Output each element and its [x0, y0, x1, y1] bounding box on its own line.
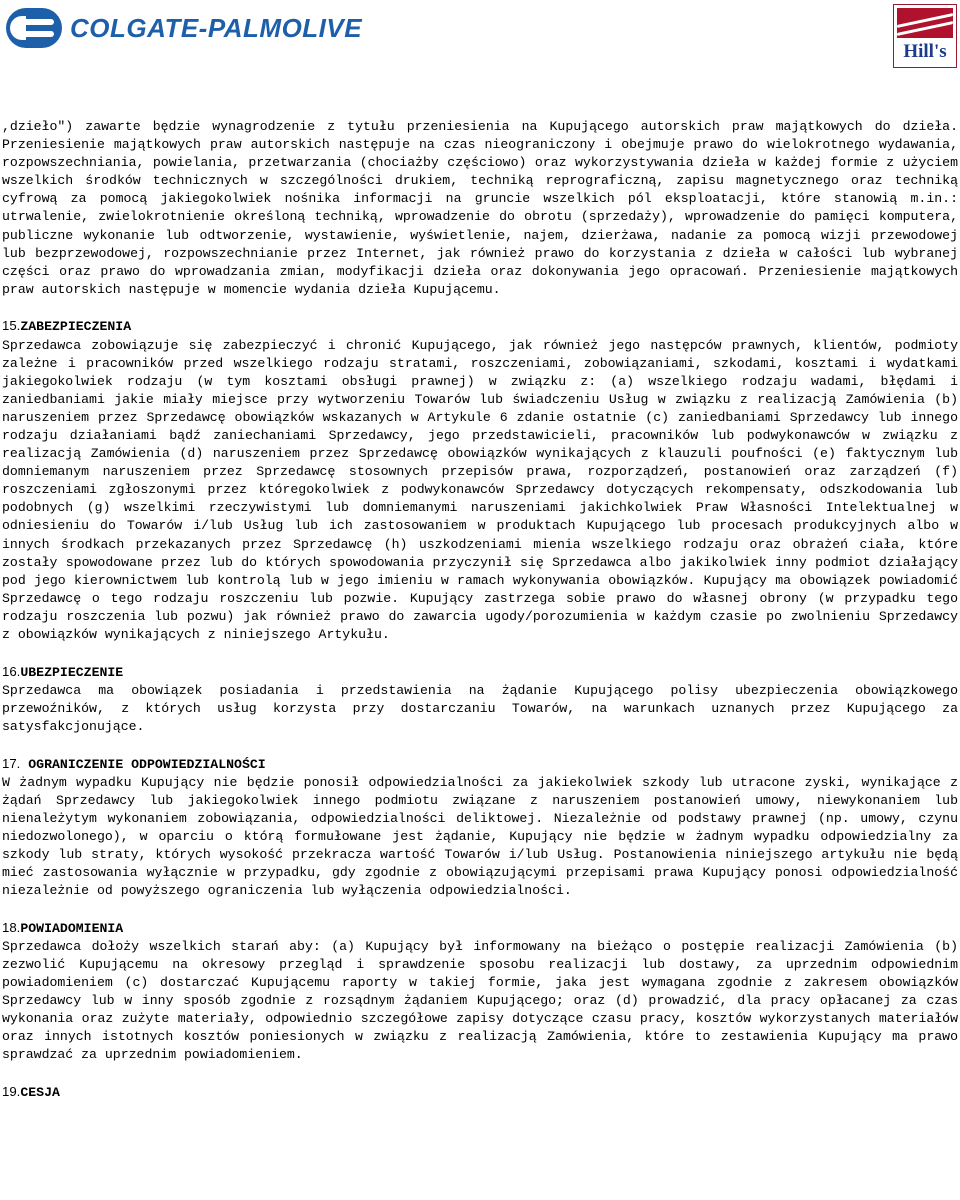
- colgate-palmolive-logo-text: COLGATE-PALMOLIVE: [70, 12, 363, 43]
- section-heading-15: [2, 317, 958, 336]
- section-number: 17.: [2, 755, 21, 771]
- section-paragraph: Sprzedawca ma obowiązek posiadania i przedstawienia na żądanie Kupującego polisy ubezpieczenia obowiązkowego przewoźników, z których usług korzysta przy dostarczaniu Towarów, na warunkach uznanych przez Kupującego za satysfakcjonujące.: [2, 682, 958, 734]
- section-title: UBEZPIECZENIE: [20, 664, 124, 680]
- section-title: OGRANICZENIE ODPOWIEDZIALNOŚCI: [28, 756, 266, 772]
- colgate-palmolive-mark-icon: [6, 8, 62, 48]
- section-title: POWIADOMIENIA: [20, 920, 124, 936]
- section-number: 19.: [2, 1084, 21, 1099]
- colgate-palmolive-logo: [6, 8, 362, 48]
- page-header: [0, 0, 960, 90]
- section-number: 15.: [2, 318, 21, 334]
- section-paragraph: Sprzedawca zobowiązuje się zabezpieczyć i chronić Kupującego, jak również jego następców prawnych, klientów, podmioty zależne i pracowników przed wszelkiego rodzaju stratami, roszczeniami, zobowiązaniami, szkodami, kosztami i wydatkami jakiegokolwiek rodzaju (w tym kosztami obsługi prawnej) w związku z: (a) wszelkiego rodzaju wadami, błędami i zaniedbaniami jakie miały miejsce przy wytworzeniu Towarów lub świadczeniu Usług w związku z realizacją Zamówienia (b) naruszeniem przez Sprzedawcę obowiązków wskazanych w Artykule 6 zdanie ostatnie (c) zaniedbaniami Sprzedawcy lub innego rodzaju działaniami bądź zaniechaniami Sprzedawcy, jego przedstawicieli, pracowników lub podwykonawców w związku z realizacją Zamówienia (d) naruszeniem przez Sprzedawcę obowiązków wynikających z klauzuli poufności (e) faktycznym lub domniemanym naruszeniem przez Sprzedawcę stosownych przepisów prawa, rozporządzeń, postanowień oraz zarządzeń (f) roszczeniami zgłoszonymi przez któregokolwiek z podwykonawców Sprzedawcy dotyczących rekompensaty, odszkodowania lub podobnych (g) wszelkimi rzeczywistymi lub domniemanymi naruszeniami jakichkolwiek Praw Własności Intelektualnej w odniesieniu do Towarów i/lub Usług lub ich zastosowaniem w produktach Kupującego lub procesach produkcyjnych albo w innych środkach przekazanych przez Sprzedawcę (h) uszkodzeniami mienia wszelkiego rodzaju oraz obrażeń ciała, które zostały spowodowane przez lub do których spowodowania przyczynił się Sprzedawca albo jakikolwiek inny podmiot działający pod jego kierownictwem lub kontrolą lub w jego imieniu w ramach wykonywania obowiązków. Kupujący ma obowiązek powiadomić Sprzedawcę o tego rodzaju roszczeniu lub pozwie. Kupujący zastrzega sobie prawo do własnej obrony (w przypadku tego rodzaju roszczenia lub pozwu) jak również prawo do zawarcia ugody/porozumienia w każdym czasie po zwolnieniu Sprzedawcy z obowiązków wynikających z niniejszego Artykułu.: [2, 337, 958, 643]
- section-paragraph: Sprzedawca dołoży wszelkich starań aby: (a) Kupujący był informowany na bieżąco o postępie realizacji Zamówienia (b) zezwolić Kupującemu na okresowy przegląd i sprawdzenie sposobu realizacji lub dostawy, za uprzednim odpowiednim powiadomieniem (c) dostarczać Kupującemu raporty w takiej formie, jaka jest wymagana zgodnie z zakresem obowiązków Sprzedawcy lub w inny sposób zgodnie z rozsądnym żądaniem Kupującego; oraz (d) prowadzić, dla pracy opłacanej za czas wykonania oraz zużyte materiały, odpowiednio szczegółowe zapisy dotyczące czasu pracy, kosztów wykorzystanych materiałów oraz innych istotnych kosztów poniesionych w związku z realizacją Zamówienia, które to zestawienia Kupujący ma prawo sprawdzać za uprzednim powiadomieniem.: [2, 938, 958, 1063]
- section-number: 18.: [2, 919, 21, 935]
- section-heading-18: [2, 919, 958, 938]
- section-heading-19: [2, 1083, 958, 1102]
- section-heading-17: [2, 755, 958, 774]
- hills-logo-text: Hill's: [903, 41, 947, 62]
- section-title: ZABEZPIECZENIA: [20, 319, 132, 335]
- section-heading-16: [2, 663, 958, 682]
- intro-paragraph: ,dzieło") zawarte będzie wynagrodzenie z tytułu przeniesienia na Kupującego autorskich praw majątkowych do dzieła. Przeniesienie majątkowych praw autorskich następuje na czas nieograniczony i obejmuje prawo do wielokrotnego wydawania, rozpowszechniania, powielania, przetwarzania (chociażby częściowo) oraz wykorzystywania dzieła w każdej formie z użyciem wszelkich środków technicznych w szczególności drukiem, techniką reprograficzną, zapisu magnetycznego oraz techniką cyfrową za pomocą jakiegokolwiek nośnika informacji na gruncie wszelkich pól eksploatacji, które stanowią m.in.: utrwalenie, zwielokrotnienie określoną techniką, wprowadzenie do obrotu (sprzedaży), wprowadzenie do pamięci komputera, publiczne wykonanie lub odtworzenie, wystawienie, wyświetlenie, najem, dzierżawa, nadanie za pomocą wizji przewodowej lub bezprzewodowej, rozpowszechnianie przez Internet, jak również prawo do korzystania z dzieła w całości lub wybranej części oraz prawo do wprowadzania zmian, modyfikacji dzieła oraz dokonywania jego opracowań. Przeniesienie majątkowych praw autorskich następuje w momencie wydania dzieła Kupującemu.: [2, 119, 958, 297]
- section-paragraph: W żadnym wypadku Kupujący nie będzie ponosił odpowiedzialności za jakiekolwiek szkody lub utracone zyski, wynikające z żądań Sprzedawcy lub jakiegokolwiek innego podmiotu związane z naruszeniem postanowień umowy, niewykonaniem lub nienależytym wykonaniem zobowiązania, odpowiedzialności deliktowej. Niezależnie od podstawy prawnej (np. umowy, czynu niedozwolonego), w oparciu o którą formułowane jest żądanie, Kupujący nie będzie w żadnym wypadku odpowiedzialny za szkody lub straty, których wysokość przekracza wartość Towarów i/lub Usług. Postanowienia niniejszego artykułu nie będą mieć zastosowania wyłącznie w przypadku, gdy zgodnie z obowiązującymi przepisami prawa Kupujący ponosi odpowiedzialność niezależnie od powyższego ograniczenia lub wyłączenia odpowiedzialności.: [2, 774, 958, 899]
- section-title: CESJA: [20, 1085, 60, 1100]
- document-body: [2, 118, 958, 1102]
- hills-logo: [893, 4, 957, 68]
- section-number: 16.: [2, 663, 21, 679]
